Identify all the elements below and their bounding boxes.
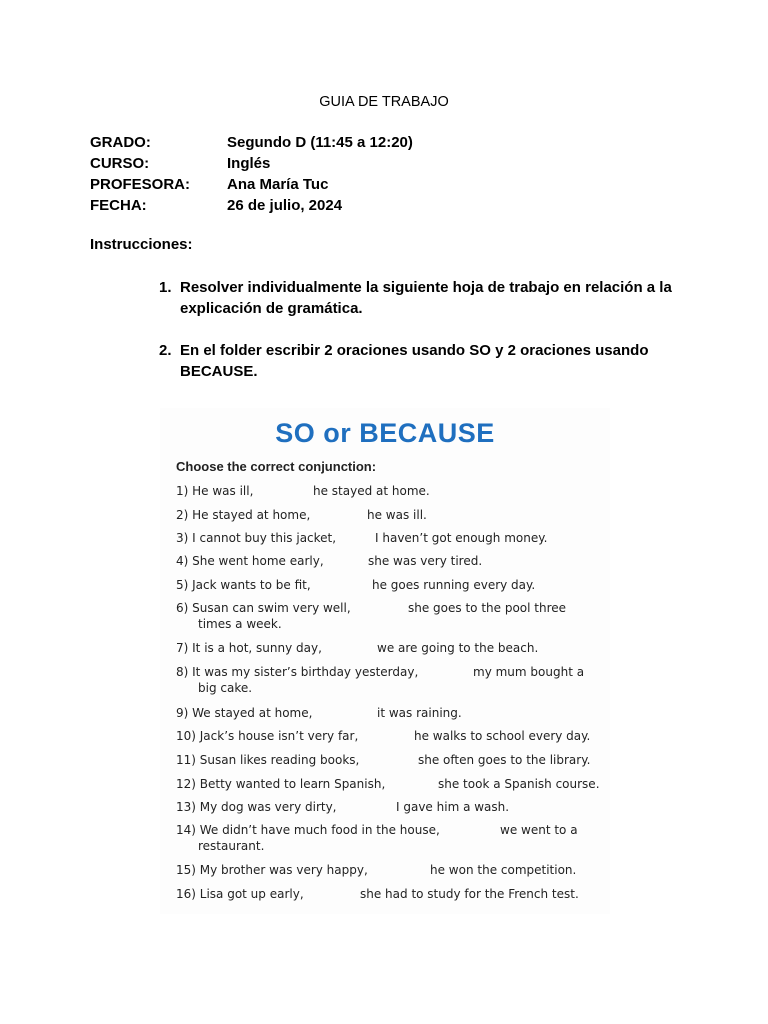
exercise-continuation: restaurant. (198, 839, 265, 853)
exercise-clause-1: 5) Jack wants to be fit, (176, 578, 311, 592)
exercise-clause-1: 16) Lisa got up early, (176, 887, 304, 901)
exercise-clause-1: 12) Betty wanted to learn Spanish, (176, 777, 386, 791)
exercise-item (176, 728, 596, 744)
exercise-item (176, 862, 596, 878)
exercise-clause-1: 15) My brother was very happy, (176, 863, 368, 877)
info-value: Ana María Tuc (227, 176, 329, 193)
exercise-clause-2: she was very tired. (368, 554, 483, 568)
exercise-item (176, 776, 600, 792)
exercise-clause-1: 14) We didn’t have much food in the house, (176, 823, 440, 837)
info-row-curso (90, 155, 270, 172)
exercise-clause-1: 10) Jack’s house isn’t very far, (176, 729, 359, 743)
exercise-item (176, 483, 596, 499)
exercise-clause-1: 1) He was ill, (176, 484, 254, 498)
instruction-number: 1. (159, 279, 172, 296)
info-label: PROFESORA: (90, 176, 191, 193)
exercise-clause-2: we went to a (500, 823, 578, 837)
instruction-number: 2. (159, 342, 172, 359)
exercise-clause-2: he goes running every day. (372, 578, 536, 592)
info-row-profesora (90, 176, 328, 193)
exercise-clause-1: 6) Susan can swim very well, (176, 601, 351, 615)
exercise-item (176, 822, 596, 854)
info-row-fecha (90, 197, 342, 214)
exercise-continuation: big cake. (198, 681, 253, 695)
exercise-item (176, 664, 596, 696)
info-value: Segundo D (11:45 a 12:20) (227, 134, 413, 151)
exercise-clause-2: she had to study for the French test. (360, 887, 579, 901)
exercise-clause-2: he walks to school every day. (414, 729, 591, 743)
exercise-clause-1: 7) It is a hot, sunny day, (176, 641, 322, 655)
exercise-item (176, 886, 596, 902)
instructions-heading: Instrucciones: (90, 236, 193, 253)
exercise-clause-2: my mum bought a (473, 665, 585, 679)
info-value: Inglés (227, 155, 271, 172)
exercise-clause-2: we are going to the beach. (377, 641, 539, 655)
exercise-item (176, 705, 596, 721)
info-value: 26 de julio, 2024 (227, 197, 343, 214)
exercise-continuation: times a week. (198, 617, 282, 631)
exercise-clause-2: I haven’t got enough money. (375, 531, 548, 545)
worksheet-subtitle: Choose the correct conjunction: (176, 459, 377, 474)
exercise-clause-2: he was ill. (367, 508, 427, 522)
info-row-grado (90, 134, 413, 151)
exercise-clause-1: 8) It was my sister’s birthday yesterday, (176, 665, 419, 679)
worksheet-title: SO or BECAUSE (275, 418, 495, 448)
exercise-clause-2: she goes to the pool three (408, 601, 567, 615)
exercise-item (176, 640, 596, 656)
exercise-item (176, 553, 596, 569)
exercise-clause-1: 11) Susan likes reading books, (176, 753, 360, 767)
exercise-clause-2: she took a Spanish course. (438, 777, 600, 791)
instruction-text: Resolver individualmente la siguiente hoja de trabajo en relación a la explicación de gramática. (180, 279, 672, 317)
exercise-clause-2: she often goes to the library. (418, 753, 591, 767)
instruction-text: En el folder escribir 2 oraciones usando SO y 2 oraciones usando BECAUSE. (180, 342, 649, 380)
info-label: CURSO: (90, 155, 150, 172)
exercise-item (176, 577, 596, 593)
instruction-item (159, 340, 699, 382)
exercise-item (176, 507, 596, 523)
exercise-clause-1: 3) I cannot buy this jacket, (176, 531, 337, 545)
exercise-clause-2: he stayed at home. (313, 484, 430, 498)
info-label: FECHA: (90, 197, 147, 214)
exercise-item (176, 530, 596, 546)
exercise-clause-1: 2) He stayed at home, (176, 508, 311, 522)
instruction-item (159, 277, 699, 319)
exercise-clause-1: 9) We stayed at home, (176, 706, 313, 720)
exercise-clause-2: I gave him a wash. (396, 800, 510, 814)
exercise-item (176, 799, 596, 815)
exercise-item (176, 600, 596, 632)
exercise-clause-2: it was raining. (377, 706, 462, 720)
exercise-clause-2: he won the competition. (430, 863, 577, 877)
exercise-clause-1: 4) She went home early, (176, 554, 324, 568)
exercise-item (176, 752, 596, 768)
worksheet-image (160, 408, 610, 914)
info-label: GRADO: (90, 134, 151, 151)
page-title: GUIA DE TRABAJO (319, 94, 449, 110)
exercise-clause-1: 13) My dog was very dirty, (176, 800, 337, 814)
